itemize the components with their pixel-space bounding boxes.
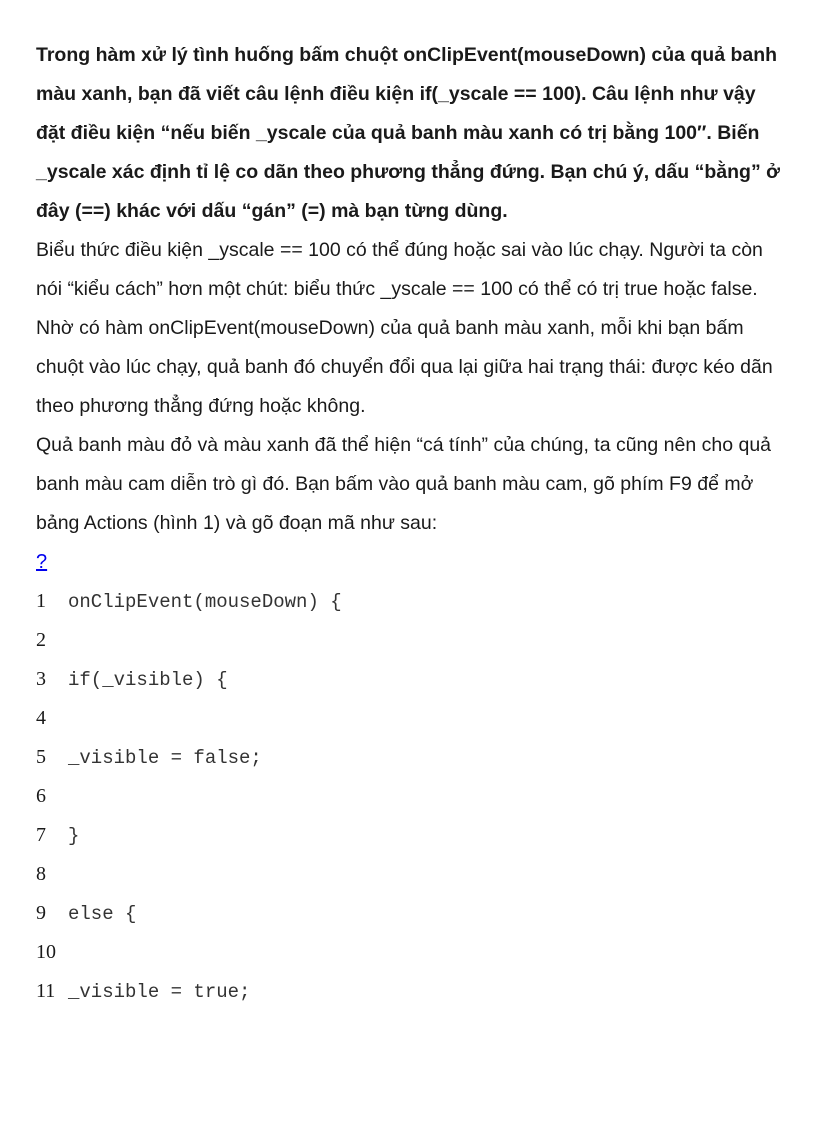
- line-number: 3: [36, 668, 46, 690]
- code-text: else {: [68, 903, 137, 925]
- line-number: 11: [36, 980, 56, 1002]
- code-line: [36, 699, 784, 738]
- line-number: 10: [36, 941, 56, 963]
- code-help-link[interactable]: ?: [36, 551, 48, 573]
- line-number: 2: [36, 629, 46, 651]
- document-page: [36, 36, 784, 1011]
- code-text: _visible = false;: [68, 747, 262, 769]
- paragraph-intro: Trong hàm xử lý tình huống bấm chuột onClipEvent(mouseDown) của quả banh màu xanh, bạn đã viết câu lệnh điều kiện if(_yscale == 100). Câu lệnh như vậy đặt điều kiện “nếu biến _yscale của quả banh màu xanh có trị bằng 100″. Biến _yscale xác định tỉ lệ co dãn theo phương thẳng đứng. Bạn chú ý, dấu “bằng” ở đây (==) khác với dấu “gán” (=) mà bạn từng dùng.: [36, 44, 780, 222]
- code-text: _visible = true;: [68, 981, 251, 1003]
- line-number: 8: [36, 863, 46, 885]
- paragraph-expression: Biểu thức điều kiện _yscale == 100 có thể đúng hoặc sai vào lúc chạy. Người ta còn nói “kiểu cách” hơn một chút: biểu thức _yscale == 100 có thể có trị true hoặc false. Nhờ có hàm onClipEvent(mouseDown) của quả banh màu xanh, mỗi khi bạn bấm chuột vào lúc chạy, quả banh đó chuyển đổi qua lại giữa hai trạng thái: được kéo dãn theo phương thẳng đứng hoặc không.: [36, 239, 773, 417]
- line-number: 6: [36, 785, 46, 807]
- code-text: }: [68, 825, 80, 847]
- code-line: [36, 972, 784, 1011]
- code-line: [36, 933, 784, 972]
- code-text: onClipEvent(mouseDown) {: [68, 591, 342, 613]
- line-number: 9: [36, 902, 46, 924]
- line-number: 1: [36, 590, 46, 612]
- code-line: [36, 582, 784, 621]
- code-line: [36, 894, 784, 933]
- code-text: if(_visible) {: [68, 669, 228, 691]
- code-line: [36, 621, 784, 660]
- code-line: [36, 660, 784, 699]
- line-number: 4: [36, 707, 46, 729]
- code-line: [36, 855, 784, 894]
- code-line: [36, 816, 784, 855]
- line-number: 7: [36, 824, 46, 846]
- code-line: [36, 777, 784, 816]
- code-block: [36, 582, 784, 1011]
- paragraph-orange-ball: Quả banh màu đỏ và màu xanh đã thể hiện “cá tính” của chúng, ta cũng nên cho quả banh màu cam diễn trò gì đó. Bạn bấm vào quả banh màu cam, gõ phím F9 để mở bảng Actions (hình 1) và gõ đoạn mã như sau:: [36, 434, 772, 534]
- line-number: 5: [36, 746, 46, 768]
- code-line: [36, 738, 784, 777]
